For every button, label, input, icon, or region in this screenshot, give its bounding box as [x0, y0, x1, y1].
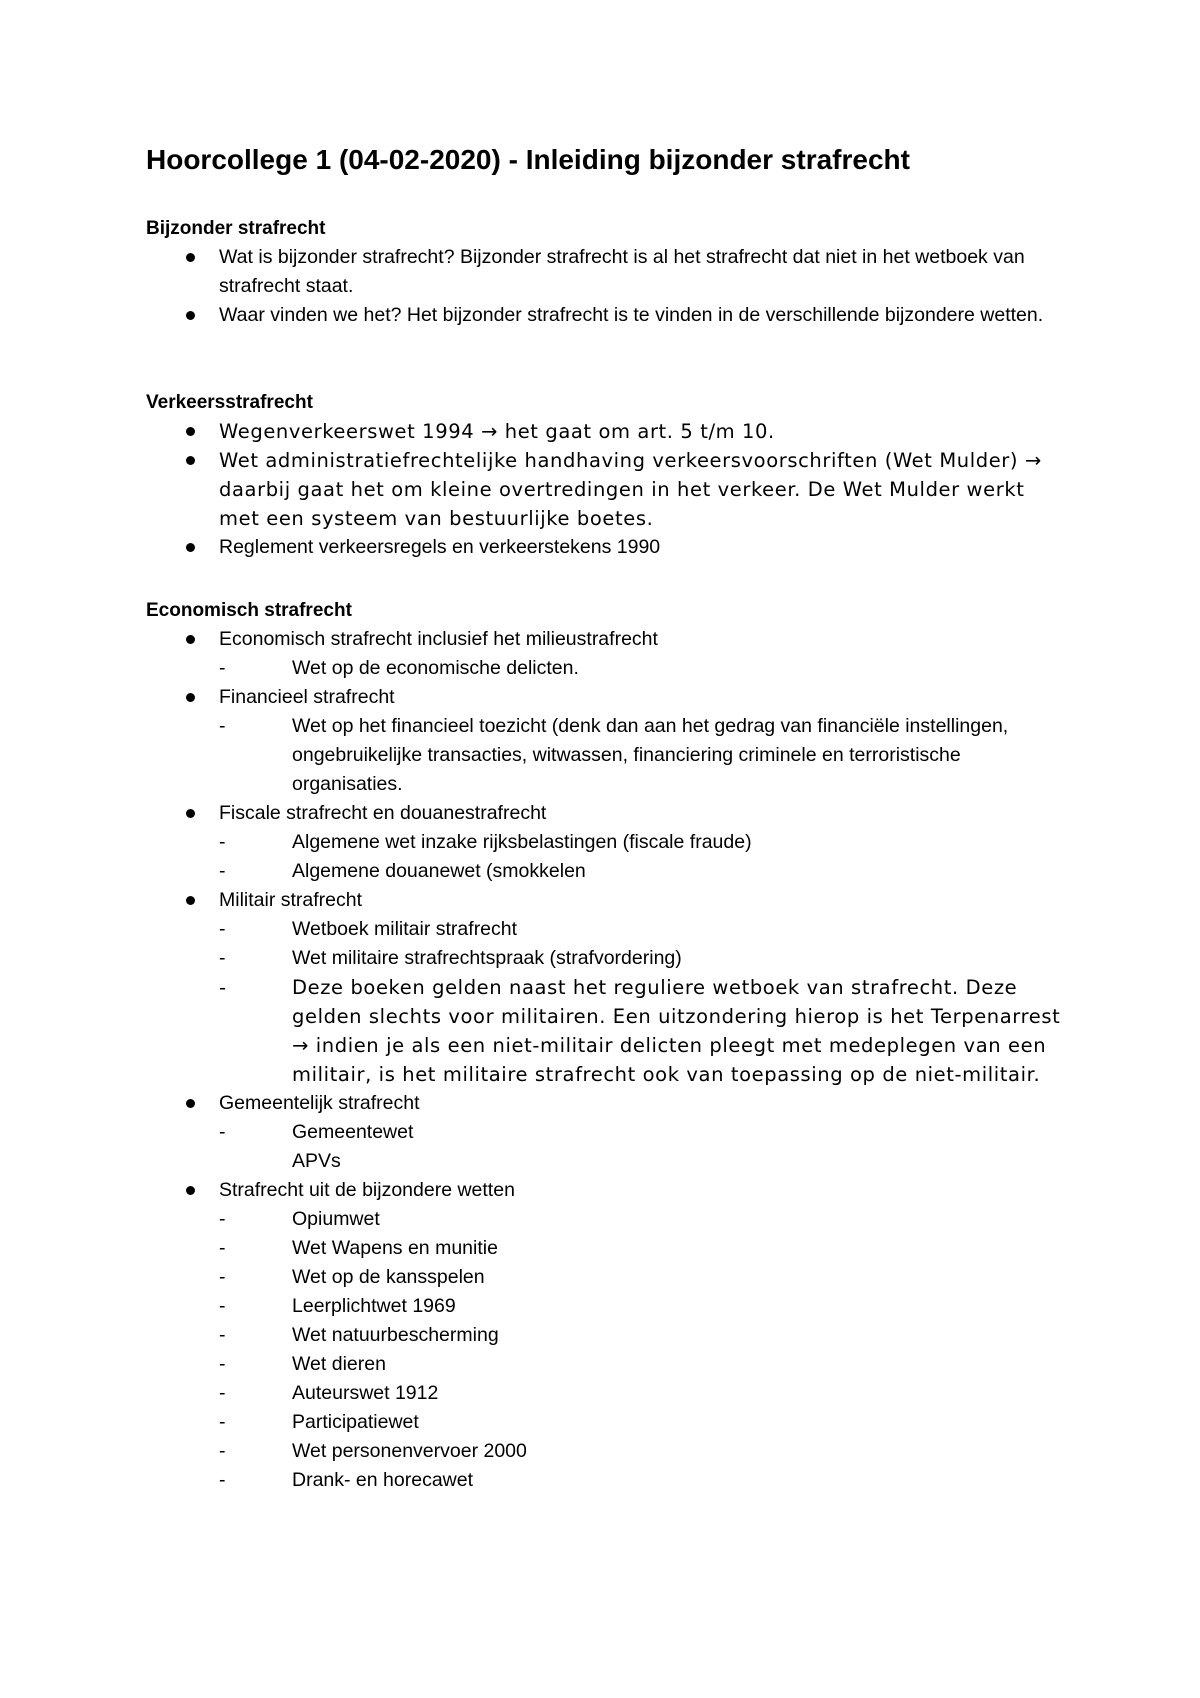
section-heading: Bijzonder strafrecht: [146, 218, 326, 239]
sub-list: [219, 712, 1066, 799]
sub-list-item: - Wet dieren: [219, 1350, 1066, 1379]
dash-icon: -: [219, 918, 226, 940]
sub-list: [219, 915, 1066, 1089]
dash-icon: -: [219, 657, 226, 679]
dash-icon: -: [219, 1469, 226, 1491]
sub-list-item: - Algemene wet inzake rijksbelastingen (fiscale fraude): [219, 828, 1066, 857]
section-heading: Verkeersstrafrecht: [146, 392, 313, 413]
list-item: Reglement verkeersregels en verkeerstekens 1990: [146, 533, 1066, 562]
bullet-icon: [186, 253, 195, 262]
sub-list-item: - Wet militaire strafrechtspraak (strafvordering): [219, 944, 1066, 973]
bullet-icon: [186, 1186, 195, 1195]
bullet-icon: [186, 427, 195, 436]
bullet-icon: [186, 693, 195, 702]
dash-icon: -: [219, 1382, 226, 1404]
dash-icon: -: [219, 947, 226, 969]
sub-list-item: - Drank- en horecawet: [219, 1466, 1066, 1495]
sub-list-item: - Auteurswet 1912: [219, 1379, 1066, 1408]
dash-icon: -: [219, 1295, 226, 1317]
bullet-icon: [186, 543, 195, 552]
list-item: Waar vinden we het? Het bijzonder strafrecht is te vinden in de verschillende bijzondere wetten.: [146, 301, 1066, 330]
section-verkeersstrafrecht: [146, 388, 1066, 562]
list-item: Wegenverkeerswet 1994 → het gaat om art. 5 t/m 10.: [146, 417, 1066, 446]
bullet-icon: [186, 809, 195, 818]
page-title: Hoorcollege 1 (04-02-2020) - Inleiding bijzonder strafrecht: [146, 144, 910, 175]
list-item: Gemeentelijk strafrecht - Gemeentewet APVs: [146, 1089, 1066, 1176]
bullet-icon: [186, 635, 195, 644]
sub-list-item: APVs: [292, 1150, 341, 1172]
sub-list: [219, 1205, 1066, 1495]
list-item: Economisch strafrecht inclusief het milieustrafrecht - Wet op de economische delicten.: [146, 625, 1066, 683]
sub-list: [219, 1118, 1066, 1176]
dash-icon: -: [219, 1353, 226, 1375]
section-economisch-strafrecht: [146, 596, 1066, 1495]
dash-icon: -: [219, 1266, 226, 1288]
dash-icon: -: [219, 976, 227, 999]
dash-icon: -: [219, 1324, 226, 1346]
dash-icon: -: [219, 831, 226, 853]
sub-list-item: - Opiumwet: [219, 1205, 1066, 1234]
bullet-icon: [186, 1099, 195, 1108]
sub-list-item: - Gemeentewet: [219, 1118, 1066, 1147]
bullet-list: [146, 625, 1066, 1495]
bullet-list: [146, 417, 1066, 562]
dash-icon: -: [219, 1440, 226, 1462]
sub-list-item: - Leerplichtwet 1969: [219, 1292, 1066, 1321]
bullet-icon: [186, 896, 195, 905]
bullet-icon: [186, 456, 195, 465]
dash-icon: -: [219, 1208, 226, 1230]
sub-list-item: - Wetboek militair strafrecht: [219, 915, 1066, 944]
sub-list: [219, 828, 1066, 886]
bullet-icon: [186, 311, 195, 320]
list-item: Wet administratiefrechtelijke handhaving verkeersvoorschriften (Wet Mulder) → daarbij gaat het om kleine overtredingen in het verkeer. De Wet Mulder werkt met een systeem van bestuurlijke boetes.: [146, 446, 1066, 533]
sub-list: [219, 654, 1066, 683]
sub-list-item: - Wet op het financieel toezicht (denk dan aan het gedrag van financiële instellingen, ongebruikelijke transacties, witwassen, financiering criminele en terroristische organisaties.: [219, 712, 1066, 799]
sub-list-item: - Wet natuurbescherming: [219, 1321, 1066, 1350]
sub-list-item: - Participatiewet: [219, 1408, 1066, 1437]
list-item: Strafrecht uit de bijzondere wetten - Opiumwet - Wet Wapens en munitie - Wet op de kansspelen - Leerplichtwet 1969 - Wet natuurbescherming - Wet dieren - Auteurswet 1912 - Participatiewet - Wet personenvervoer 2000 - Drank- en horecawet: [146, 1176, 1066, 1495]
dash-icon: -: [219, 715, 226, 737]
list-item: Wat is bijzonder strafrecht? Bijzonder strafrecht is al het strafrecht dat niet in het wetboek van strafrecht staat.: [146, 243, 1066, 301]
sub-list-item: - Wet op de kansspelen: [219, 1263, 1066, 1292]
sub-list-item: - Algemene douanewet (smokkelen: [219, 857, 1066, 886]
dash-icon: -: [219, 860, 226, 882]
list-item: Militair strafrecht - Wetboek militair strafrecht - Wet militaire strafrechtspraak (strafvordering) - Deze boeken gelden naast het reguliere wetboek van strafrecht. Deze gelden slechts voor militairen. Een uitzondering hierop is het Terpenarrest → indien je als een niet-militair delicten pleegt met medeplegen van een militair, is het militaire strafrecht ook van toepassing op de niet-militair.: [146, 886, 1066, 1089]
sub-list-item: - Deze boeken gelden naast het reguliere wetboek van strafrecht. Deze gelden slechts voor militairen. Een uitzondering hierop is het Terpenarrest → indien je als een niet-militair delicten pleegt met medeplegen van een militair, is het militaire strafrecht ook van toepassing op de niet-militair.: [219, 973, 1066, 1089]
bullet-list: [146, 243, 1066, 330]
list-item: Fiscale strafrecht en douanestrafrecht - Algemene wet inzake rijksbelastingen (fiscale fraude) - Algemene douanewet (smokkelen: [146, 799, 1066, 886]
list-item: Financieel strafrecht - Wet op het financieel toezicht (denk dan aan het gedrag van financiële instellingen, ongebruikelijke transacties, witwassen, financiering criminele en terroristische organisaties.: [146, 683, 1066, 799]
sub-list-item: - Wet personenvervoer 2000: [219, 1437, 1066, 1466]
dash-icon: -: [219, 1121, 226, 1143]
section-heading: Economisch strafrecht: [146, 600, 352, 621]
section-bijzonder-strafrecht: [146, 214, 1066, 330]
sub-list-item: - Wet Wapens en munitie: [219, 1234, 1066, 1263]
dash-icon: -: [219, 1411, 226, 1433]
dash-icon: -: [219, 1237, 226, 1259]
sub-list-item: - Wet op de economische delicten.: [219, 654, 1066, 683]
